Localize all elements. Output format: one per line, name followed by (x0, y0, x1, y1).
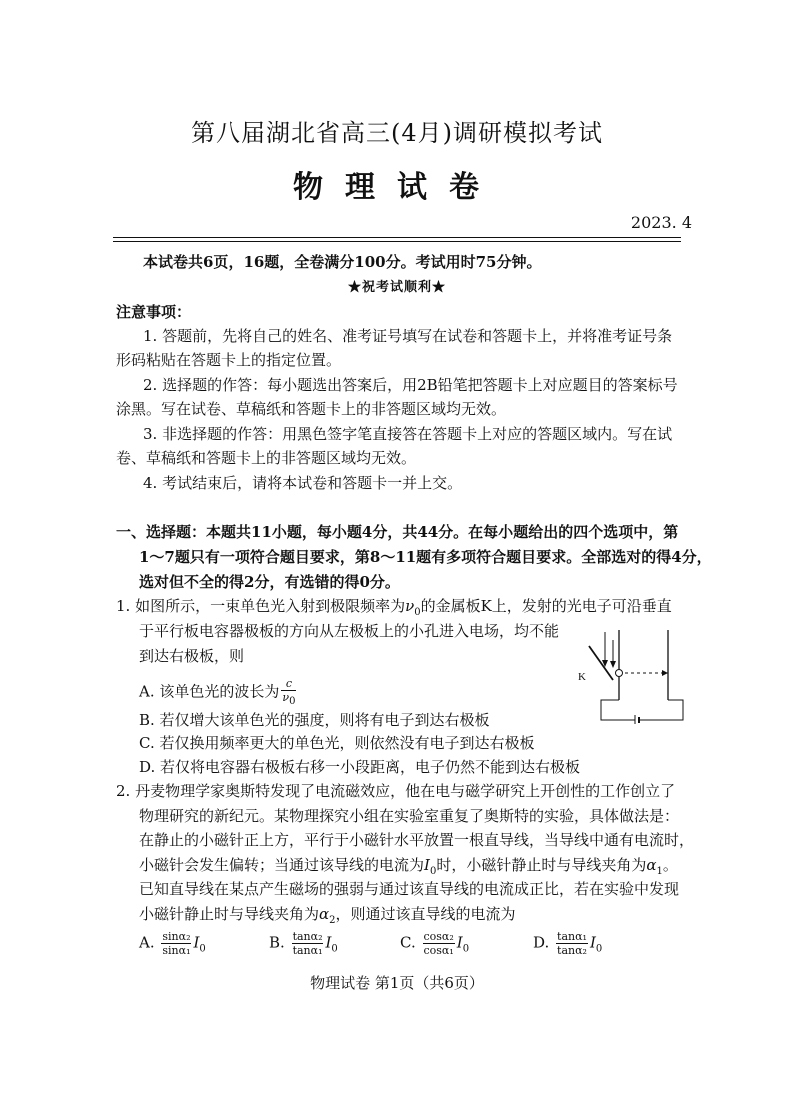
ray-arrowhead (610, 661, 616, 668)
q2-option-b: B. $\frac{\text{tanα₂}}{\text{tanα₁}}$ $I_0$ (269, 930, 338, 957)
page-footer: 物理试卷 第1页（共6页） (310, 974, 484, 992)
section-heading-cont: 1～7题只有一项符合题目要求，第8～11题有多项符合题目要求。全部选对的得4分， (139, 548, 712, 566)
notice-item-3-cont: 卷、草稿纸和答题卡上的非答题区域均无效。 (116, 449, 417, 467)
notice-item-3: 3. 非选择题的作答：用黑色签字笔直接答在答题卡上对应的答题区域内。写在试 (143, 425, 673, 443)
q1-option-c: C. 若仅换用频率更大的单色光，则依然没有电子到达右极板 (139, 734, 535, 752)
q2-stem-cont: 在静止的小磁针正上方，平行于小磁针水平放置一根直导线，当导线中通有电流时， (139, 831, 695, 849)
metal-plate-k (589, 646, 613, 680)
q2-stem-cont: 已知直导线在某点产生磁场的强弱与通过该直导线的电流成正比，若在实验中发现 (139, 880, 680, 898)
q1-option-a: A. 该单色光的波长为 $\frac{c}{\nu_0}$ (139, 677, 296, 708)
fraction: $\frac{\text{sinα₂}}{\text{sinα₁}}$ (162, 930, 191, 957)
q1-stem-cont: 于平行板电容器极板的方向从左极板上的小孔进入电场，均不能 (139, 622, 560, 640)
notice-item-1-cont: 形码粘贴在答题卡上的指定位置。 (116, 351, 342, 369)
q2-stem-cont: 物理研究的新纪元。某物理探究小组在实验室重复了奥斯特的实验，具体做法是： (139, 807, 680, 825)
path-arrowhead (662, 670, 668, 676)
fraction: $\frac{\text{tanα₁}}{\text{tanα₂}}$ (557, 930, 587, 957)
exam-date: 2023. 4 (630, 213, 692, 232)
notice-item-1: 1. 答题前，先将自己的姓名、准考证号填写在试卷和答题卡上，并将准考证号条 (143, 327, 673, 345)
notice-item-2-cont: 涂黑。写在试卷、草稿纸和答题卡上的非答题区域均无效。 (116, 400, 507, 418)
q2-option-a: A. $\frac{\text{sinα₂}}{\text{sinα₁}}$ $I_0$ (139, 930, 206, 957)
electron-source (616, 670, 623, 677)
notice-item-2: 2. 选择题的作答：每小题选出答案后，用2B铅笔把答题卡上对应题目的答案标号 (143, 376, 678, 394)
q2-stem-cont: 小磁针静止时与导线夹角为$\alpha_2$，则通过该直导线的电流为 (139, 905, 516, 926)
q1-stem-cont: 到达右极板，则 (139, 647, 245, 665)
good-luck-banner: ★祝考试顺利★ (347, 280, 446, 295)
k-label: K (578, 671, 586, 683)
section-heading-cont: 选对但不全的得2分，有选错的得0分。 (139, 573, 400, 591)
q1-option-b: B. 若仅增大该单色光的强度，则将有电子到达右极板 (139, 711, 490, 729)
section-heading: 一、选择题：本题共11小题，每小题4分，共44分。在每小题给出的四个选项中，第 (116, 523, 679, 541)
circuit-wire (639, 700, 683, 720)
q2-stem-cont: 小磁针会发生偏转；当通过该导线的电流为$I_0$时，小磁针静止时与导线夹角为$\alpha_1$。 (139, 856, 678, 877)
capacitor-diagram (575, 622, 685, 724)
q1-stem: 1. 如图所示，一束单色光入射到极限频率为$\nu_0$的金属板K上，发射的光电子可沿垂直 (116, 597, 672, 618)
notice-heading: 注意事项： (116, 303, 192, 321)
exam-title: 第八届湖北省高三(4月)调研模拟考试 (191, 119, 603, 147)
q2-option-d: D. $\frac{\text{tanα₁}}{\text{tanα₂}}$ $I_0$ (533, 930, 603, 957)
subject-title: 物理试卷 (293, 170, 501, 205)
header-divider-thin (113, 241, 681, 242)
circuit-wire (601, 700, 635, 720)
header-divider (113, 237, 681, 238)
notice-item-4: 4. 考试结束后，请将本试卷和答题卡一并上交。 (143, 474, 463, 492)
fraction: $\frac{\text{tanα₂}}{\text{tanα₁}}$ (292, 930, 323, 957)
q1-option-d: D. 若仅将电容器右极板右移一小段距离，电子仍然不能到达右极板 (139, 758, 581, 776)
q2-option-c: C. $\frac{\text{cosα₂}}{\text{cosα₁}}$ $I_0$ (400, 930, 470, 957)
fraction: $\frac{c}{\nu_0}$ (282, 677, 296, 708)
exam-summary: 本试卷共6页，16题，全卷满分100分。考试用时75分钟。 (143, 253, 542, 271)
fraction: $\frac{\text{cosα₂}}{\text{cosα₁}}$ (423, 930, 454, 957)
q2-stem: 2. 丹麦物理学家奥斯特发现了电流磁效应，他在电与磁学研究上开创性的工作创立了 (116, 782, 676, 800)
